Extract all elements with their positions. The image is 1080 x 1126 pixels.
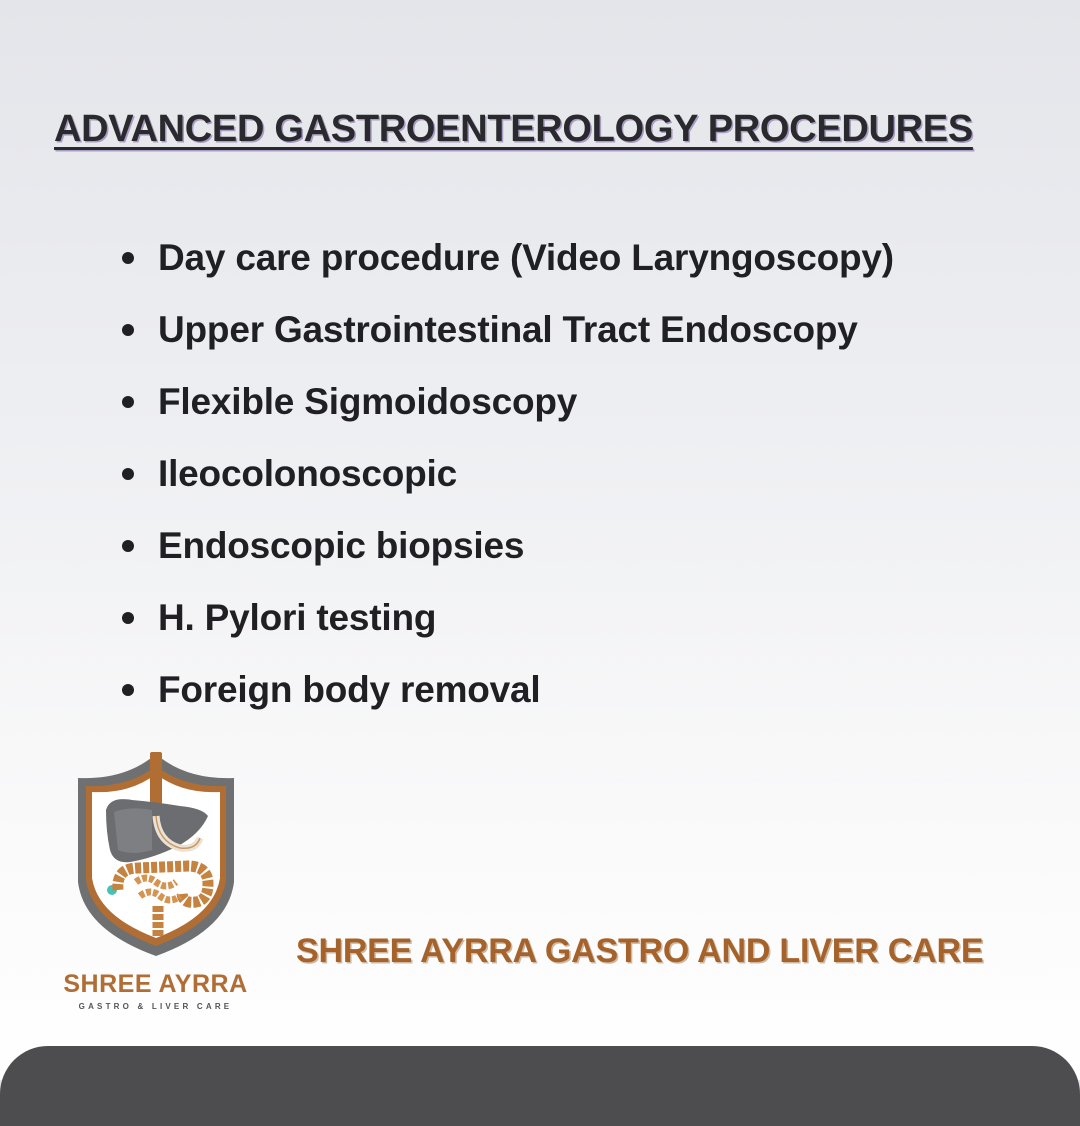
procedure-label: Ileocolonoscopic: [158, 453, 458, 494]
footer-bar: [0, 1046, 1080, 1126]
procedure-label: H. Pylori testing: [158, 597, 437, 638]
procedure-label: Endoscopic biopsies: [158, 525, 525, 566]
brand-banner: SHREE AYRRA GASTRO AND LIVER CARE: [296, 932, 984, 970]
list-item: [122, 438, 894, 510]
bullet-icon: [122, 684, 134, 696]
list-item: [122, 582, 894, 654]
procedure-label: Day care procedure (Video Laryngoscopy): [158, 237, 894, 278]
procedure-label: Foreign body removal: [158, 669, 541, 710]
list-item: [122, 366, 894, 438]
bullet-icon: [122, 252, 134, 264]
clinic-logo: [48, 750, 263, 1015]
procedure-label: Upper Gastrointestinal Tract Endoscopy: [158, 309, 858, 350]
procedure-list: [122, 222, 894, 726]
list-item: [122, 510, 894, 582]
procedure-label: Flexible Sigmoidoscopy: [158, 381, 578, 422]
list-item: [122, 222, 894, 294]
logo-name: SHREE AYRRA: [63, 970, 248, 998]
list-item: [122, 654, 894, 726]
shield-liver-intestine-icon: [70, 750, 242, 962]
logo-tagline: GASTRO & LIVER CARE: [78, 1002, 233, 1011]
list-item: [122, 294, 894, 366]
bullet-icon: [122, 468, 134, 480]
bullet-icon: [122, 396, 134, 408]
bullet-icon: [122, 612, 134, 624]
bullet-icon: [122, 540, 134, 552]
bullet-icon: [122, 324, 134, 336]
page-title: ADVANCED GASTROENTEROLOGY PROCEDURES: [54, 108, 973, 150]
